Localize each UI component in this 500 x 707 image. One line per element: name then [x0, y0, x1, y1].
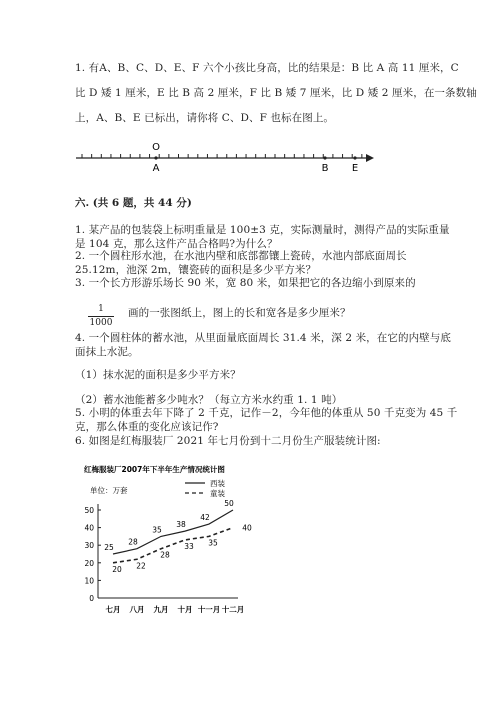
p1-line-1: 1. 某产品的包装袋上标明重量是 100±3 克，实际测量时，测得产品的实际重量 — [75, 224, 450, 236]
data-label: 35 — [208, 538, 218, 548]
p3-fraction-denominator: 1000 — [89, 318, 113, 328]
number-line-point — [323, 156, 326, 159]
point-e-label: E — [351, 163, 359, 174]
p3-fraction-bar — [88, 316, 114, 317]
p1-line-2: 是 104 克，那么这件产品合格吗?为什么？ — [75, 238, 278, 250]
number-line-arrow — [366, 154, 374, 162]
data-label: 28 — [128, 537, 138, 547]
p4-sub-2: （2）蓄水池能蓄多少吨水？（每立方米水约重 1. 1 吨） — [75, 394, 343, 406]
p6-line-1: 6. 如图是红梅服装厂 2021 年七月份到十二月份生产服装统计图: — [75, 435, 381, 447]
x-tick-label: 九月 — [153, 605, 169, 614]
p4-line-2: 面抹上水泥。 — [75, 346, 139, 358]
p3-fraction — [88, 304, 114, 329]
data-label: 35 — [152, 525, 162, 535]
p3-line-2: 画的一张图纸上，图上的长和宽各是多少厘米？ — [128, 307, 351, 319]
x-tick-label: 八月 — [129, 605, 145, 614]
origin-label: O — [152, 142, 160, 153]
y-tick-label: 10 — [84, 576, 94, 586]
p4-sub-1: （1）抹水泥的面积是多少平方米？ — [75, 369, 241, 381]
p4-line-1: 4. 一个圆柱体的蓄水池，从里面量底面周长 31.4 米，深 2 米，在它的内壁与底 — [75, 332, 451, 344]
p3-fraction-numerator: 1 — [98, 304, 104, 314]
x-tick-label: 十月 — [177, 605, 193, 614]
chart-plot — [84, 499, 252, 614]
p5-line-1: 5. 小明的体重去年下降了 2 千克，记作－2，今年他的体重从 50 千克变为 45 千 — [75, 407, 458, 419]
legend-label: 童装 — [210, 489, 225, 498]
point-a-label: A — [152, 163, 160, 174]
x-tick-label: 十一月 — [197, 605, 221, 614]
y-tick-label: 50 — [84, 506, 94, 515]
data-label: 42 — [200, 513, 210, 523]
data-label: 33 — [184, 541, 194, 551]
x-tick-label: 七月 — [105, 605, 121, 614]
data-label: 50 — [224, 499, 234, 508]
y-tick-label: 40 — [84, 523, 94, 533]
number-line-point — [353, 156, 356, 159]
x-tick-label: 十二月 — [221, 605, 245, 614]
q1-line-2: 比 D 矮 1 厘米，E 比 B 高 2 厘米，F 比 B 矮 7 厘米，比 D 矮 2 厘米，在一条数轴 — [75, 87, 477, 99]
chart-title: 红梅服装厂2007年下半年生产情况统计图 — [84, 465, 225, 474]
q1-line-1: 1. 有A、B、C、D、E、F 六个小孩比身高，比的结果是：B 比 A 高 11 厘米，C — [75, 62, 459, 74]
data-label: 25 — [104, 543, 114, 552]
chart-unit-label: 单位：万套 — [90, 486, 128, 495]
chart-legend — [185, 478, 225, 498]
y-tick-label: 30 — [84, 541, 94, 551]
y-tick-label: 0 — [89, 594, 94, 603]
y-tick-label: 20 — [84, 558, 94, 568]
p2-line-1: 2. 一个圆柱形水池，在水池内壁和底部都镶上瓷砖，水池内部底面周长 — [75, 250, 407, 262]
section-title: 六. (共 6 题，共 44 分) — [75, 197, 192, 209]
data-label: 20 — [112, 564, 122, 574]
q1-line-3: 上，A、B、E 已标出，请你将 C、D、F 也标在图上。 — [75, 112, 335, 124]
data-label: 40 — [242, 523, 252, 533]
p5-line-2: 克，那么体重的变化应该记作? — [75, 421, 219, 433]
data-label: 28 — [160, 550, 170, 560]
production-chart — [70, 458, 260, 628]
number-line-point — [154, 156, 157, 159]
data-label: 38 — [176, 520, 186, 530]
point-b-label: B — [321, 163, 329, 174]
number-line-ticks — [82, 154, 362, 160]
legend-label: 西装 — [210, 479, 225, 488]
data-label: 22 — [136, 561, 146, 571]
p3-line-1: 3. 一个长方形游乐场长 90 米，宽 80 米，如果把它的各边缩小到原来的 — [75, 277, 416, 289]
number-line — [70, 138, 380, 180]
p2-line-2: 25.12m，池深 2m，镶瓷砖的面积是多少平方米？ — [75, 264, 317, 276]
